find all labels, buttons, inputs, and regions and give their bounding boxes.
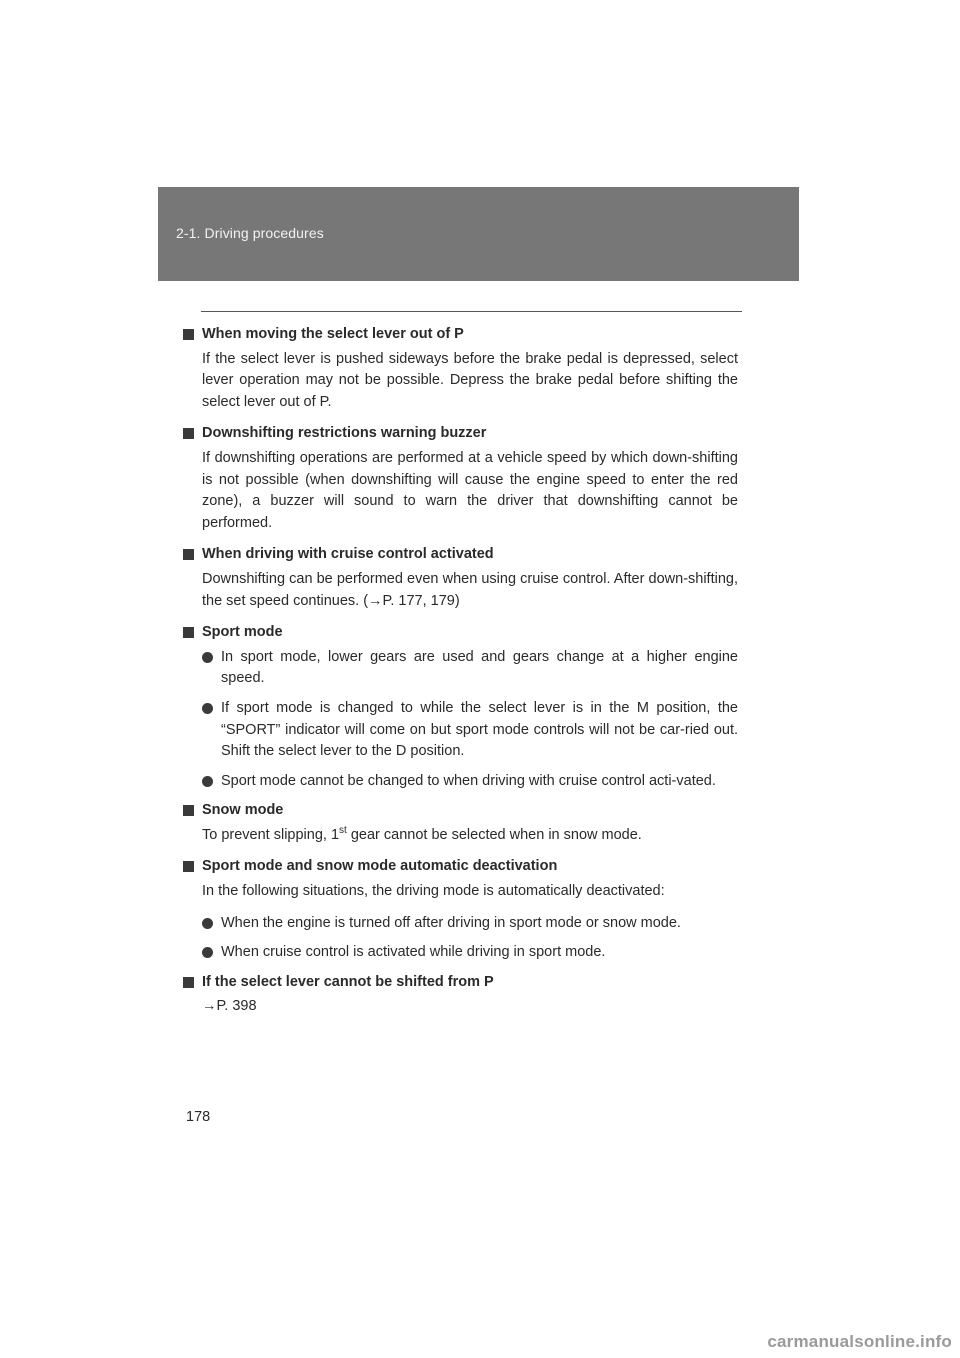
section-paragraph: If downshifting operations are performed at a vehicle speed by which down-shifting is not possible (when downshifting will cause the engine speed to enter the red zone), a buzzer will sound to warn the driver that downshifting cannot be performed.	[202, 449, 738, 531]
square-bullet-icon	[183, 977, 194, 988]
circle-bullet-icon	[202, 918, 213, 929]
list-item: If sport mode is changed to while the select lever is in the M position, the “SPORT” indicator will come on but sport mode controls will not be car-ried out. Shift the select lever to the D position.	[202, 698, 738, 763]
section-heading: When driving with cruise control activated	[183, 544, 738, 566]
section-heading: Sport mode and snow mode automatic deactivation	[183, 856, 738, 878]
section-snow-mode	[183, 800, 738, 846]
section-title: 2-1. Driving procedures	[176, 225, 324, 241]
circle-bullet-icon	[202, 947, 213, 958]
page-reference: →P. 398	[202, 998, 257, 1015]
list-item: When cruise control is activated while driving in sport mode.	[202, 942, 738, 964]
square-bullet-icon	[183, 627, 194, 638]
header-rule	[201, 311, 742, 312]
list-item: When the engine is turned off after driving in sport mode or snow mode.	[202, 913, 738, 935]
section-paragraph: To prevent slipping, 1st gear cannot be selected when in snow mode.	[202, 825, 642, 843]
section-heading: Downshifting restrictions warning buzzer	[183, 423, 738, 445]
section-heading: Sport mode	[183, 622, 738, 644]
section-cruise-control	[183, 544, 738, 612]
square-bullet-icon	[183, 805, 194, 816]
circle-bullet-icon	[202, 652, 213, 663]
section-paragraph: In the following situations, the driving mode is automatically deactivated:	[202, 883, 665, 900]
circle-bullet-icon	[202, 776, 213, 787]
section-paragraph: If the select lever is pushed sideways before the brake pedal is depressed, select lever operation may not be possible. Depress the brake pedal before shifting the select lever out of P.	[202, 350, 738, 410]
section-lever-stuck-in-p	[183, 972, 738, 1018]
section-heading: Snow mode	[183, 800, 738, 822]
page-number: 178	[186, 1109, 211, 1125]
list-item: Sport mode cannot be changed to when driving with cruise control acti-vated.	[202, 771, 738, 793]
section-sport-mode	[183, 622, 738, 792]
square-bullet-icon	[183, 428, 194, 439]
circle-bullet-icon	[202, 703, 213, 714]
page-content	[183, 324, 738, 1028]
watermark: carmanualsonline.info	[767, 1332, 952, 1351]
chapter-header	[158, 187, 799, 281]
section-select-lever-out-of-p	[183, 324, 738, 413]
section-heading: If the select lever cannot be shifted from P	[183, 972, 738, 994]
square-bullet-icon	[183, 329, 194, 340]
section-paragraph: Downshifting can be performed even when using cruise control. After down-shifting, the set speed continues. (→P. 177, 179)	[202, 570, 738, 609]
section-downshift-buzzer	[183, 423, 738, 534]
square-bullet-icon	[183, 549, 194, 560]
section-auto-deactivation	[183, 856, 738, 963]
section-heading: When moving the select lever out of P	[183, 324, 738, 346]
square-bullet-icon	[183, 861, 194, 872]
list-item: In sport mode, lower gears are used and gears change at a higher engine speed.	[202, 647, 738, 690]
